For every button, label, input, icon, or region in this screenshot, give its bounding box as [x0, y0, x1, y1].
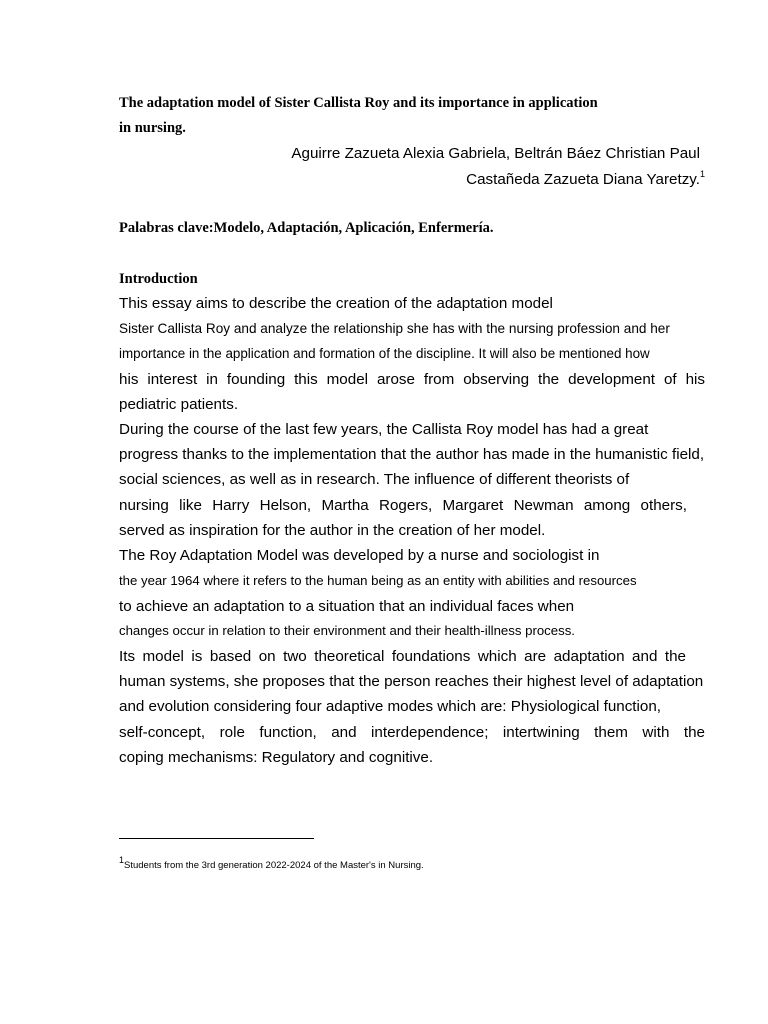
- keywords-line: Palabras clave:Modelo, Adaptación, Aplicación, Enfermería.: [119, 220, 494, 236]
- footnote: [119, 854, 424, 871]
- body-line: and evolution considering four adaptive modes which are: Physiological function,: [119, 698, 662, 715]
- body-line: This essay aims to describe the creation of the adaptation model: [119, 295, 553, 312]
- body-line: changes occur in relation to their environment and their health-illness process.: [119, 623, 575, 638]
- body-line: The Roy Adaptation Model was developed by a nurse and sociologist in: [119, 547, 600, 564]
- body-line: coping mechanisms: Regulatory and cognitive.: [119, 749, 434, 766]
- title-line-2: in nursing.: [119, 120, 186, 136]
- introduction-heading: Introduction: [119, 271, 198, 287]
- body-line: the year 1964 where it refers to the human being as an entity with abilities and resources: [119, 573, 637, 588]
- footnote-separator: [119, 838, 314, 839]
- authors-line-1: Aguirre Zazueta Alexia Gabriela, Beltrán Báez Christian Paul: [291, 145, 700, 162]
- authors-footnote-mark: 1: [699, 169, 705, 179]
- authors-line-2-text: Castañeda Zazueta Diana Yaretzy.: [466, 171, 700, 188]
- body-line: nursing like Harry Helson, Martha Rogers, Margaret Newman among others,: [119, 497, 687, 514]
- body-line: served as inspiration for the author in the creation of her model.: [119, 522, 546, 539]
- body-line: self-concept, role function, and interdependence; intertwining them with the: [119, 724, 705, 741]
- body-line: social sciences, as well as in research. The influence of different theorists of: [119, 471, 630, 488]
- body-line: Its model is based on two theoretical foundations which are adaptation and the: [119, 648, 686, 665]
- body-line: to achieve an adaptation to a situation that an individual faces when: [119, 598, 575, 615]
- body-line: human systems, she proposes that the person reaches their highest level of adaptation: [119, 673, 704, 690]
- body-line: progress thanks to the implementation that the author has made in the humanistic field,: [119, 446, 705, 463]
- authors-line-2: [466, 171, 705, 188]
- footnote-text: Students from the 3rd generation 2022-2024 of the Master's in Nursing.: [124, 859, 424, 871]
- body-line: Sister Callista Roy and analyze the relationship she has with the nursing profession and her: [119, 321, 670, 336]
- footnote-mark: 1: [119, 854, 125, 865]
- body-line: pediatric patients.: [119, 396, 239, 413]
- title-line-1: The adaptation model of Sister Callista Roy and its importance in application: [119, 95, 598, 111]
- body-line: importance in the application and formation of the discipline. It will also be mentioned how: [119, 346, 650, 361]
- body-line: his interest in founding this model arose from observing the development of his: [119, 371, 705, 388]
- body-line: During the course of the last few years, the Callista Roy model has had a great: [119, 421, 649, 438]
